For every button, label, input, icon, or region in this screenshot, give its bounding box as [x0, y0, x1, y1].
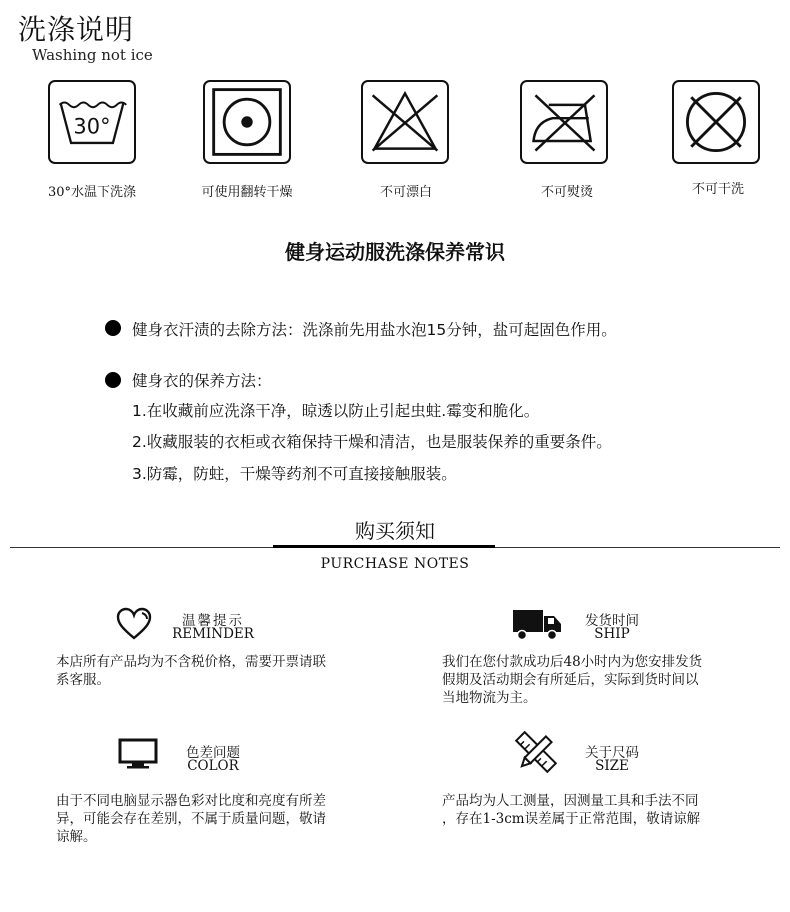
size-title-cn: 关于尺码	[585, 745, 639, 761]
reminder-title-en: REMINDER	[172, 626, 254, 642]
color-body	[56, 792, 326, 846]
bullet-dot	[105, 372, 121, 388]
color-title-cn: 色差问题	[186, 745, 240, 761]
purchase-title: 购买须知	[355, 519, 435, 543]
ship-body	[442, 653, 702, 707]
color-line: 谅解。	[56, 829, 97, 845]
ship-line: 我们在您付款成功后48小时内为您安排发货	[442, 654, 703, 670]
reminder-body	[56, 653, 326, 689]
bullet-dot	[105, 320, 121, 336]
page-title: 洗涤说明	[18, 13, 135, 46]
size-body	[442, 792, 700, 828]
color-line: 由于不同电脑显示器色彩对比度和亮度有所差	[56, 793, 326, 809]
tumble-dry-label: 可使用翻转干燥	[201, 185, 293, 200]
care-point-1: 健身衣汗渍的去除方法：洗涤前先用盐水泡15分钟，盐可起固色作用。	[132, 321, 617, 339]
care-sub-item-3: 3.防霉，防蛀，干燥等药剂不可直接接触服装。	[132, 465, 457, 483]
wash-temp-text: 30°	[73, 114, 111, 139]
page-subtitle: Washing not ice	[32, 46, 153, 64]
color-line: 异，可能会存在差别，不属于质量问题，敬请	[56, 811, 326, 827]
no-iron-label: 不可熨烫	[540, 185, 593, 200]
tumble-dry-icon	[203, 80, 291, 164]
no-dry-clean-icon	[672, 80, 760, 164]
reminder-line: 本店所有产品均为不含税价格，需要开票请联	[56, 654, 326, 670]
color-title-en: COLOR	[187, 758, 239, 774]
no-iron-icon	[520, 80, 608, 164]
care-sub-item-1: 1.在收藏前应洗涤干净，晾透以防止引起虫蛀.霉变和脆化。	[132, 402, 540, 420]
truck-icon	[512, 606, 562, 642]
care-sub-item-2: 2.收藏服装的衣柜或衣箱保持干燥和清洁，也是服装保养的重要条件。	[132, 433, 612, 451]
purchase-subtitle: PURCHASE NOTES	[320, 556, 470, 572]
care-section-title: 健身运动服洗涤保养常识	[285, 240, 505, 264]
monitor-icon	[118, 738, 158, 770]
reminder-title-cn: 温馨提示	[182, 613, 244, 629]
size-line: ，存在1-3cm误差属于正常范围，敬请谅解	[442, 811, 701, 827]
ship-line: 当地物流为主。	[442, 690, 537, 706]
no-bleach-icon	[361, 80, 449, 164]
size-line: 产品均为人工测量，因测量工具和手法不同	[442, 793, 699, 809]
ruler-pencil-icon	[515, 730, 557, 774]
wash-30-icon	[48, 80, 136, 164]
ship-title-cn: 发货时间	[585, 613, 639, 629]
heart-icon	[116, 607, 152, 641]
no-bleach-label: 不可漂白	[379, 185, 432, 200]
reminder-line: 系客服。	[56, 672, 110, 688]
size-title-en: SIZE	[595, 758, 629, 774]
care-point-2: 健身衣的保养方法：	[132, 372, 272, 390]
ship-title-en: SHIP	[594, 626, 630, 642]
divider-accent	[273, 545, 495, 548]
ship-line: 假期及活动期会有所延后，实际到货时间以	[442, 672, 699, 688]
wash-30-label: 30°水温下洗涤	[47, 185, 137, 200]
no-dry-clean-label: 不可干洗	[691, 182, 744, 197]
